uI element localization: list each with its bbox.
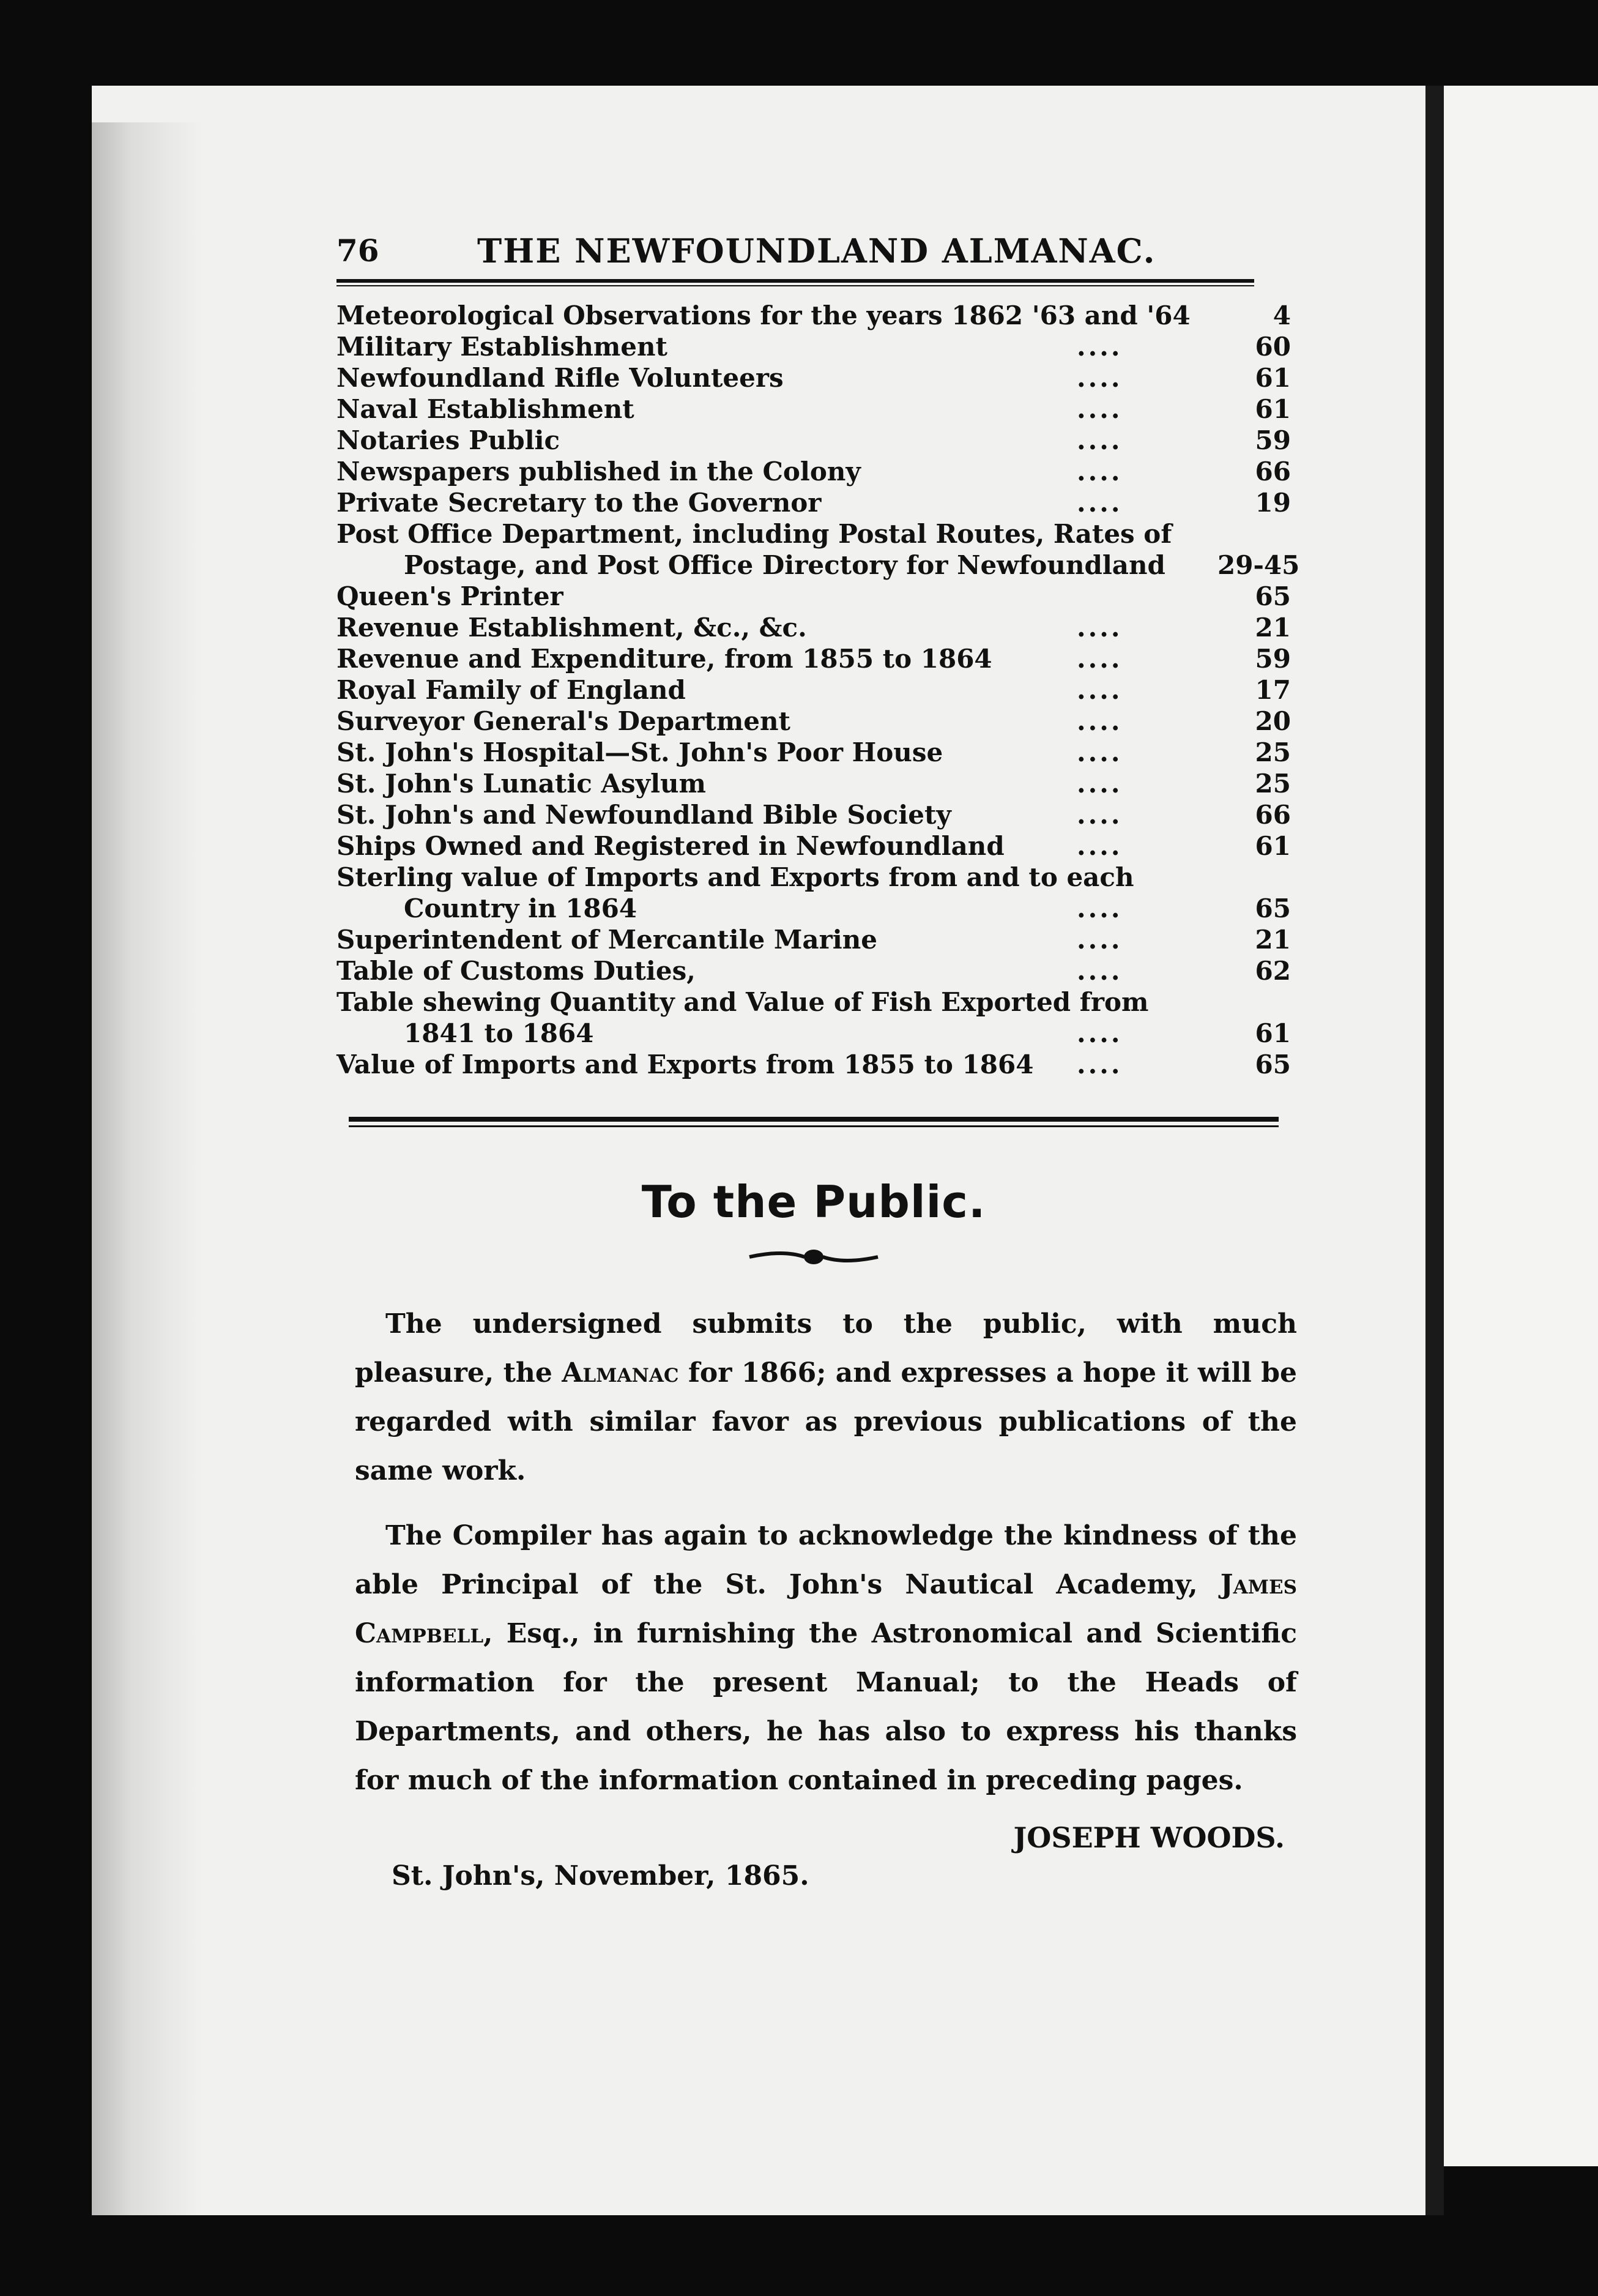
- index-entry: [336, 456, 1291, 487]
- index-entry-leader: ....: [1077, 394, 1123, 424]
- index-entry: [336, 893, 1291, 924]
- section-rule: [349, 1117, 1279, 1127]
- index-entry-title: Sterling value of Imports and Exports from and to each: [336, 862, 1134, 892]
- index-entry-page: 20: [1255, 706, 1291, 736]
- index-entry-page: 19: [1255, 488, 1291, 518]
- index-entry-page: 65: [1255, 581, 1291, 611]
- index-entry-page: 66: [1255, 457, 1291, 486]
- index-entry-title: St. John's and Newfoundland Bible Society: [336, 800, 951, 830]
- index-entry-leader: ....: [1077, 425, 1123, 455]
- index-entry-page: 61: [1255, 394, 1291, 424]
- facing-page: [1444, 86, 1598, 2166]
- index-entry-leader: ....: [1077, 800, 1123, 830]
- index-entry-leader: ....: [1077, 831, 1123, 861]
- ornament-icon: [746, 1245, 881, 1269]
- index-entry-leader: ....: [1077, 332, 1123, 362]
- index-entry-page: 4: [1273, 300, 1291, 330]
- notice-p1-rest: for 1866; and expresses a hope it will be regarded with similar favor as previous publications of the same work.: [355, 1357, 1297, 1486]
- index-entry-leader: ....: [1077, 1018, 1123, 1048]
- index-entry: [336, 830, 1291, 862]
- index-entry-page: 21: [1255, 613, 1291, 643]
- index-entry: [336, 487, 1291, 518]
- index-entry: [336, 362, 1291, 393]
- index-entry: [336, 862, 1291, 893]
- index-entry-title: Country in 1864: [404, 893, 637, 923]
- index-entry-page: 65: [1255, 893, 1291, 923]
- index-entry-title: Superintendent of Mercantile Marine: [336, 925, 877, 955]
- index-entry-page: 25: [1255, 769, 1291, 799]
- index-entry: [336, 674, 1291, 706]
- index-entry: [336, 518, 1291, 550]
- index-entry-leader: ....: [1077, 675, 1123, 705]
- index-entry-title: Queen's Printer: [336, 581, 563, 611]
- campbell-smallcaps: James Campbell: [355, 1569, 1297, 1649]
- index-entry-title: Newspapers published in the Colony: [336, 457, 861, 486]
- notice-p2-rest: , Esq., in furnishing the Astronomical and Scientific information for the present Manual; to the Heads of Departments, and others, he has also to express his thanks for much of the information contained in preceding pages.: [355, 1618, 1297, 1796]
- index-entry: [336, 300, 1291, 331]
- index-entry-leader: ....: [1077, 1049, 1123, 1079]
- running-title: THE NEWFOUNDLAND ALMANAC.: [477, 231, 1156, 270]
- index-entry-leader: ....: [1077, 457, 1123, 486]
- index-entry: [336, 612, 1291, 643]
- index-entry-page: 25: [1255, 737, 1291, 767]
- index-entry-title: Revenue and Expenditure, from 1855 to 1864: [336, 644, 992, 674]
- index-entry-leader: ....: [1077, 925, 1123, 955]
- index-entry-leader: ....: [1077, 893, 1123, 923]
- index-entry: [336, 550, 1300, 581]
- dateline: St. John's, November, 1865.: [392, 1860, 809, 1892]
- index-entry-title: Revenue Establishment, &c., &c.: [336, 613, 807, 643]
- header-rule: [336, 279, 1254, 286]
- index-entry-title: Postage, and Post Office Directory for Newfoundland: [404, 550, 1165, 580]
- index-entry-title: Post Office Department, including Postal Routes, Rates of: [336, 519, 1172, 549]
- index-entry: [336, 737, 1291, 768]
- index-entry: [336, 1049, 1291, 1080]
- index-entry-page: 61: [1255, 363, 1291, 393]
- page-header: [336, 220, 1291, 275]
- index-entry-title: Table shewing Quantity and Value of Fish Exported from: [336, 987, 1149, 1017]
- index-entry-page: 59: [1255, 644, 1291, 674]
- index-entry-title: Value of Imports and Exports from 1855 to 1864: [336, 1049, 1034, 1079]
- index-entry-leader: ....: [1077, 613, 1123, 643]
- index-entry-title: Surveyor General's Department: [336, 706, 790, 736]
- index-entry-title: Private Secretary to the Governor: [336, 488, 822, 518]
- index-entry-leader: ....: [1077, 363, 1123, 393]
- page-edge-shadow: [92, 122, 202, 2215]
- notice-body: [355, 1300, 1297, 1805]
- index-entry: [336, 331, 1291, 362]
- notice-paragraph-1: [355, 1300, 1297, 1496]
- index-entry-page: 17: [1255, 675, 1291, 705]
- notice-paragraph-2: [355, 1511, 1297, 1805]
- index-entry-leader: ....: [1077, 644, 1123, 674]
- index-entry-title: Military Establishment: [336, 332, 667, 362]
- notice-title: To the Public.: [641, 1176, 986, 1228]
- index-entry: [336, 643, 1291, 674]
- index-entry-title: Royal Family of England: [336, 675, 686, 705]
- index-entry-page: 60: [1255, 332, 1291, 362]
- index-entry-page: 21: [1255, 925, 1291, 955]
- index-entry-title: Meteorological Observations for the years 1862 '63 and '64: [336, 300, 1191, 330]
- index-entry-page: 59: [1255, 425, 1291, 455]
- index-entry: [336, 425, 1291, 456]
- index-entry: [336, 706, 1291, 737]
- index-entry-page: 65: [1255, 1049, 1291, 1079]
- index-entry-title: St. John's Lunatic Asylum: [336, 769, 706, 799]
- index-entry-title: Notaries Public: [336, 425, 560, 455]
- index-entry-leader: ....: [1077, 488, 1123, 518]
- index-entry: [336, 924, 1291, 955]
- index-entry-title: St. John's Hospital—St. John's Poor House: [336, 737, 943, 767]
- index-entry: [336, 393, 1291, 425]
- notice-p2-text: The Compiler has again to acknowledge the kindness of the able Principal of the St. John's Nautical Academy,: [355, 1520, 1297, 1600]
- index-entry-page: 61: [1255, 831, 1291, 861]
- index-entry-leader: ....: [1077, 737, 1123, 767]
- index-entry: [336, 799, 1291, 830]
- index-entry-leader: ....: [1077, 706, 1123, 736]
- index-entry-title: Ships Owned and Registered in Newfoundland: [336, 831, 1005, 861]
- index-entry: [336, 986, 1291, 1018]
- index-entry-title: Naval Establishment: [336, 394, 634, 424]
- index-entry: [336, 581, 1291, 612]
- index-entry-title: Newfoundland Rifle Volunteers: [336, 363, 784, 393]
- signature: JOSEPH WOODS.: [1013, 1821, 1285, 1854]
- index-entry-page: 62: [1255, 956, 1291, 986]
- notice-p1-text: The undersigned submits to the public, with much pleasure, the: [355, 1308, 1297, 1388]
- index-entry-leader: ....: [1077, 956, 1123, 986]
- page-content: [336, 220, 1300, 1892]
- index-list: [336, 300, 1300, 1080]
- index-entry-page: 66: [1255, 800, 1291, 830]
- index-entry-leader: ....: [1077, 769, 1123, 799]
- index-entry-page: 29-45: [1217, 550, 1300, 580]
- book-spine: [1425, 86, 1444, 2215]
- index-entry-title: Table of Customs Duties,: [336, 956, 696, 986]
- index-entry-page: 61: [1255, 1018, 1291, 1048]
- index-entry: [336, 768, 1291, 799]
- almanac-smallcaps: Almanac: [562, 1357, 679, 1388]
- page-number: 76: [336, 233, 379, 269]
- index-entry: [336, 955, 1291, 986]
- index-entry-title: 1841 to 1864: [404, 1018, 594, 1048]
- index-entry: [336, 1018, 1291, 1049]
